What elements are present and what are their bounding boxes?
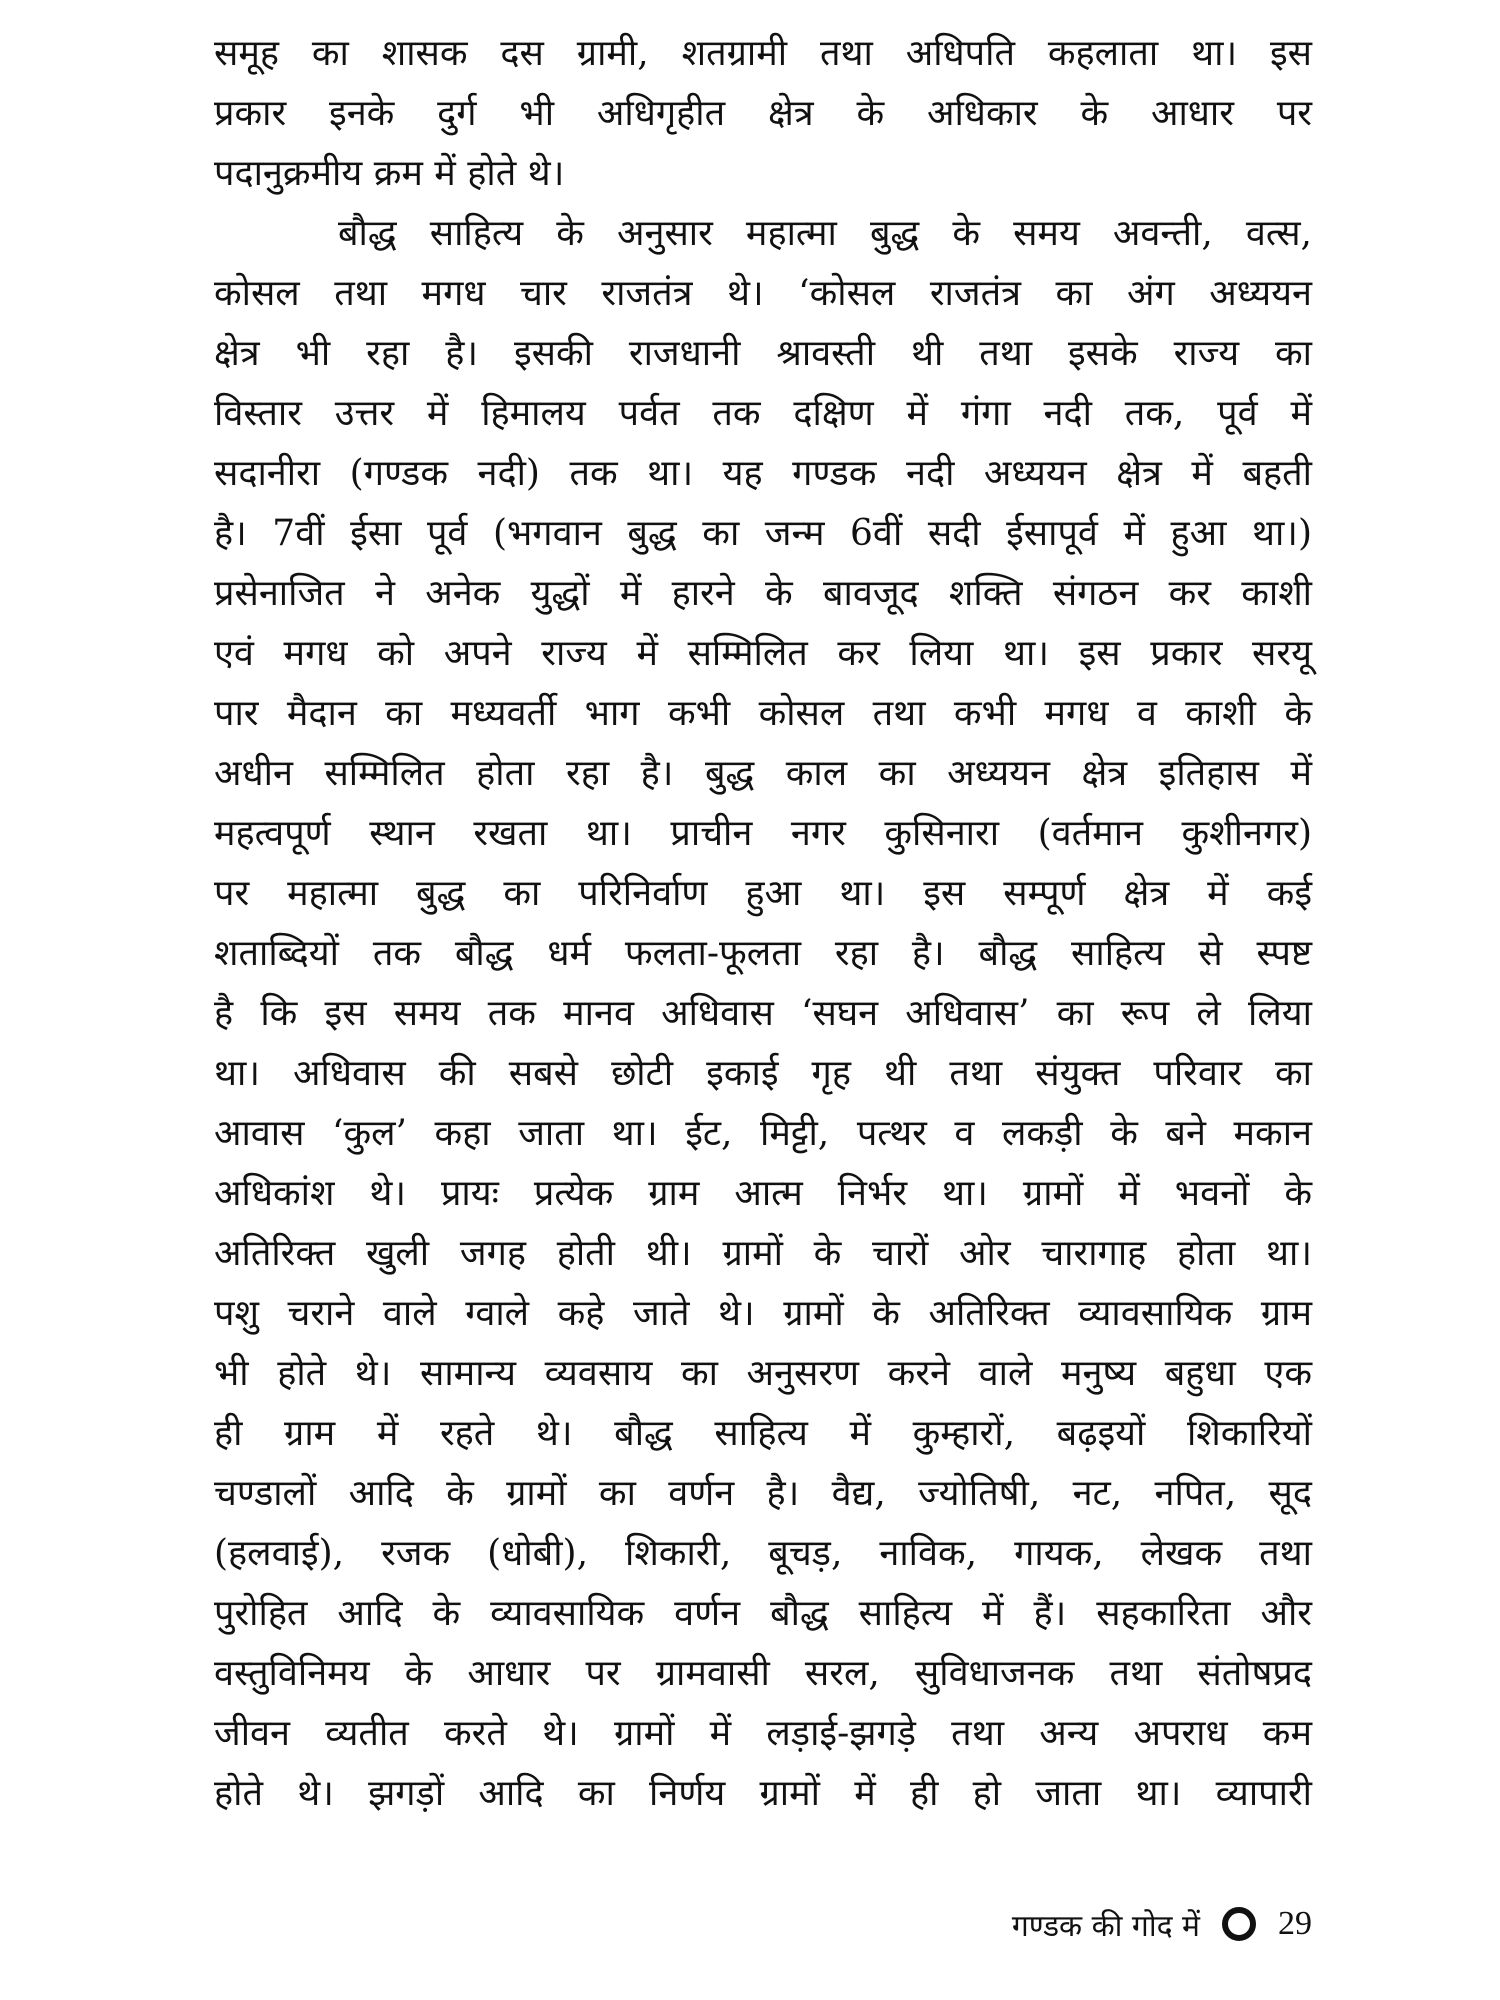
text-line: पदानुक्रमीय क्रम में होते थे। [214, 153, 565, 194]
text-line: एवं मगध को अपने राज्य में सम्मिलित कर लिया था। इस प्रकार सरयू [214, 633, 1312, 674]
page-number: 29 [1278, 1905, 1312, 1942]
text-line: कोसल तथा मगध चार राजतंत्र थे। ‘कोसल राजतंत्र का अंग अध्ययन [214, 273, 1312, 314]
running-title: गण्डक की गोद में [1011, 1908, 1200, 1944]
text-line: अतिरिक्त खुली जगह होती थी। ग्रामों के चारों ओर चारागाह होता था। [214, 1233, 1312, 1274]
body-text [214, 24, 1312, 1824]
page-footer [214, 1894, 1312, 1954]
text-line: था। अधिवास की सबसे छोटी इकाई गृह थी तथा संयुक्त परिवार का [214, 1053, 1312, 1094]
text-line: ही ग्राम में रहते थे। बौद्ध साहित्य में कुम्हारों, बढ़इयों शिकारियों [214, 1413, 1312, 1454]
text-line: है कि इस समय तक मानव अधिवास ‘सघन अधिवास’ का रूप ले लिया [214, 993, 1312, 1034]
text-line: भी होते थे। सामान्य व्यवसाय का अनुसरण करने वाले मनुष्य बहुधा एक [214, 1353, 1312, 1394]
text-line: होते थे। झगड़ों आदि का निर्णय ग्रामों में ही हो जाता था। व्यापारी [214, 1773, 1312, 1814]
text-line: बौद्ध साहित्य के अनुसार महात्मा बुद्ध के समय अवन्ती, वत्स, [338, 213, 1312, 254]
text-line: पर महात्मा बुद्ध का परिनिर्वाण हुआ था। इस सम्पूर्ण क्षेत्र में कई [214, 873, 1312, 914]
text-line: प्रसेनाजित ने अनेक युद्धों में हारने के बावजूद शक्ति संगठन कर काशी [214, 573, 1312, 614]
text-line: पुरोहित आदि के व्यावसायिक वर्णन बौद्ध साहित्य में हैं। सहकारिता और [214, 1593, 1312, 1634]
paragraph [214, 24, 1312, 204]
text-line: जीवन व्यतीत करते थे। ग्रामों में लड़ाई-झगड़े तथा अन्य अपराध कम [214, 1713, 1312, 1754]
text-line: अधिकांश थे। प्रायः प्रत्येक ग्राम आत्म निर्भर था। ग्रामों में भवनों के [214, 1173, 1312, 1214]
text-line: विस्तार उत्तर में हिमालय पर्वत तक दक्षिण में गंगा नदी तक, पूर्व में [214, 393, 1312, 434]
text-line: है। 7वीं ईसा पूर्व (भगवान बुद्ध का जन्म 6वीं सदी ईसापूर्व में हुआ था।) [214, 513, 1312, 554]
text-line: अधीन सम्मिलित होता रहा है। बुद्ध काल का अध्ययन क्षेत्र इतिहास में [214, 753, 1312, 794]
text-line: प्रकार इनके दुर्ग भी अधिगृहीत क्षेत्र के अधिकार के आधार पर [214, 93, 1312, 134]
text-line: वस्तुविनिमय के आधार पर ग्रामवासी सरल, सुविधाजनक तथा संतोषप्रद [214, 1653, 1312, 1694]
text-line: समूह का शासक दस ग्रामी, शतग्रामी तथा अधिपति कहलाता था। इस [214, 33, 1312, 74]
book-page [214, 24, 1312, 1954]
text-line: पशु चराने वाले ग्वाले कहे जाते थे। ग्रामों के अतिरिक्त व्यावसायिक ग्राम [214, 1293, 1312, 1334]
text-line: (हलवाई), रजक (धोबी), शिकारी, बूचड़, नाविक, गायक, लेखक तथा [214, 1533, 1312, 1574]
text-line: चण्डालों आदि के ग्रामों का वर्णन है। वैद्य, ज्योतिषी, नट, नपित, सूद [214, 1473, 1312, 1514]
text-line: सदानीरा (गण्डक नदी) तक था। यह गण्डक नदी अध्ययन क्षेत्र में बहती [214, 453, 1312, 494]
paragraph [214, 204, 1312, 1824]
text-line: आवास ‘कुल’ कहा जाता था। ईट, मिट्टी, पत्थर व लकड़ी के बने मकान [214, 1113, 1312, 1154]
text-line: शताब्दियों तक बौद्ध धर्म फलता-फूलता रहा है। बौद्ध साहित्य से स्पष्ट [214, 933, 1312, 974]
text-line: महत्वपूर्ण स्थान रखता था। प्राचीन नगर कुसिनारा (वर्तमान कुशीनगर) [214, 813, 1312, 854]
circle-ornament-icon [1222, 1907, 1256, 1941]
text-line: पार मैदान का मध्यवर्ती भाग कभी कोसल तथा कभी मगध व काशी के [214, 693, 1312, 734]
text-line: क्षेत्र भी रहा है। इसकी राजधानी श्रावस्ती थी तथा इसके राज्य का [214, 333, 1312, 374]
